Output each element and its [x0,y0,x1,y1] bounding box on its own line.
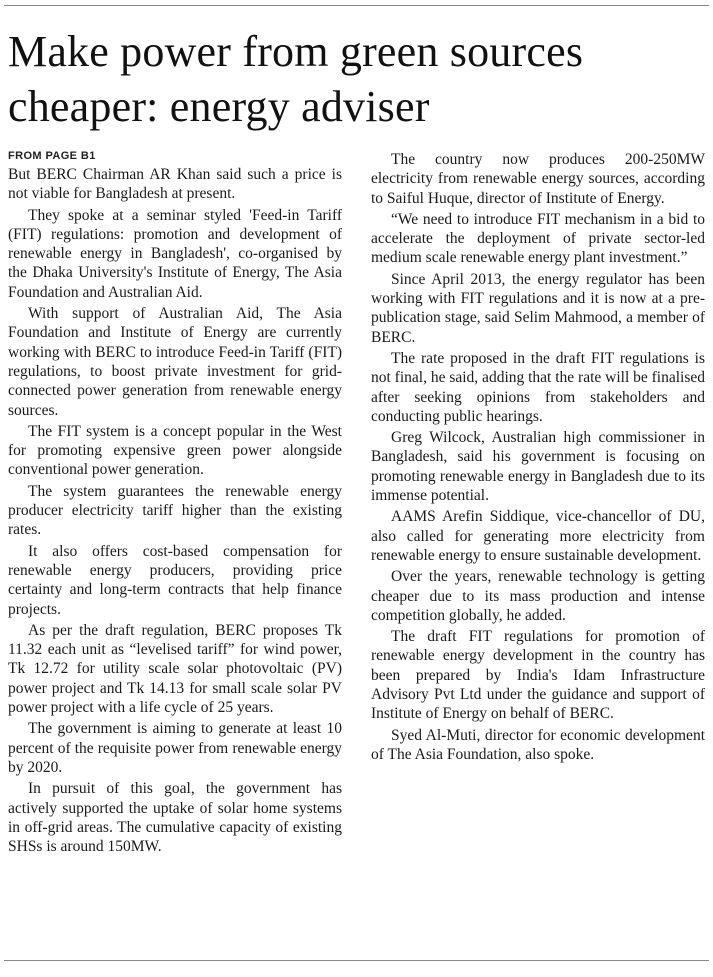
paragraph: But BERC Chairman AR Khan said such a price is not viable for Bangladesh at present. [8,166,342,203]
left-column [8,150,342,858]
right-column [371,150,705,766]
bottom-rule [4,960,709,961]
paragraph: In pursuit of this goal, the government has actively supported the uptake of solar home systems in off-grid areas. The cumulative capacity of existing SHSs is around 150MW. [8,780,342,856]
paragraph: The draft FIT regulations for promotion of renewable energy development in the country has been prepared by India's Idam Infrastructure Advisory Pvt Ltd under the guidance and support of Institute of Energy on behalf of BERC. [371,628,705,723]
paragraph: It also offers cost-based compensation for renewable energy producers, providing price certainty and long-term contracts that help finance projects. [8,542,342,618]
paragraph: Since April 2013, the energy regulator has been working with FIT regulations and it is now at a pre-publication stage, said Selim Mahmood, a member of BERC. [371,270,705,346]
paragraph: “We need to introduce FIT mechanism in a bid to accelerate the deployment of private sector-led medium scale renewable energy plant investment.” [371,210,705,267]
dateline: FROM PAGE B1 [8,150,96,162]
paragraph: With support of Australian Aid, The Asia Foundation and Institute of Energy are currently working with BERC to introduce Feed-in Tariff (FIT) regulations, to boost private investment for grid-connected power generation from renewable energy sources. [8,305,342,419]
paragraph: The government is aiming to generate at least 10 percent of the requisite power from renewable energy by 2020. [8,720,342,776]
paragraph: Greg Wilcock, Australian high commissioner in Bangladesh, said his government is focusing on promoting renewable energy in Bangladesh due to its immense potential. [371,429,705,505]
paragraph: Over the years, renewable technology is getting cheaper due to its mass production and intense competition globally, he added. [371,568,705,624]
paragraph: The system guarantees the renewable energy producer electricity tariff higher than the existing rates. [8,482,342,539]
top-rule [4,5,709,6]
paragraph: The FIT system is a concept popular in the West for promoting expensive green power alongside conventional power generation. [8,422,342,479]
paragraph: Syed Al-Muti, director for economic development of The Asia Foundation, also spoke. [371,726,705,763]
paragraph: The rate proposed in the draft FIT regulations is not final, he said, adding that the rate will be finalised after seeking opinions from stakeholders and conducting public hearings. [371,349,706,425]
paragraph: As per the draft regulation, BERC proposes Tk 11.32 each unit as “levelised tariff” for wind power, Tk 12.72 for utility scale solar photovoltaic (PV) power project and Tk 14.13 for small scale solar PV power project with a life cycle of 25 years. [8,621,342,717]
paragraph: AAMS Arefin Siddique, vice-chancellor of DU, also called for generating more electricity from renewable energy to ensure sustainable development. [371,508,705,564]
paragraph: They spoke at a seminar styled 'Feed-in Tariff (FIT) regulations: promotion and development of renewable energy in Bangladesh', co-organised by the Dhaka University's Institute of Energy, The Asia Foundation and Australian Aid. [8,206,342,301]
headline: Make power from green sources cheaper: energy adviser [8,27,584,131]
paragraph: The country now produces 200-250MW electricity from renewable energy sources, according to Saiful Huque, director of Institute of Energy. [371,151,705,207]
